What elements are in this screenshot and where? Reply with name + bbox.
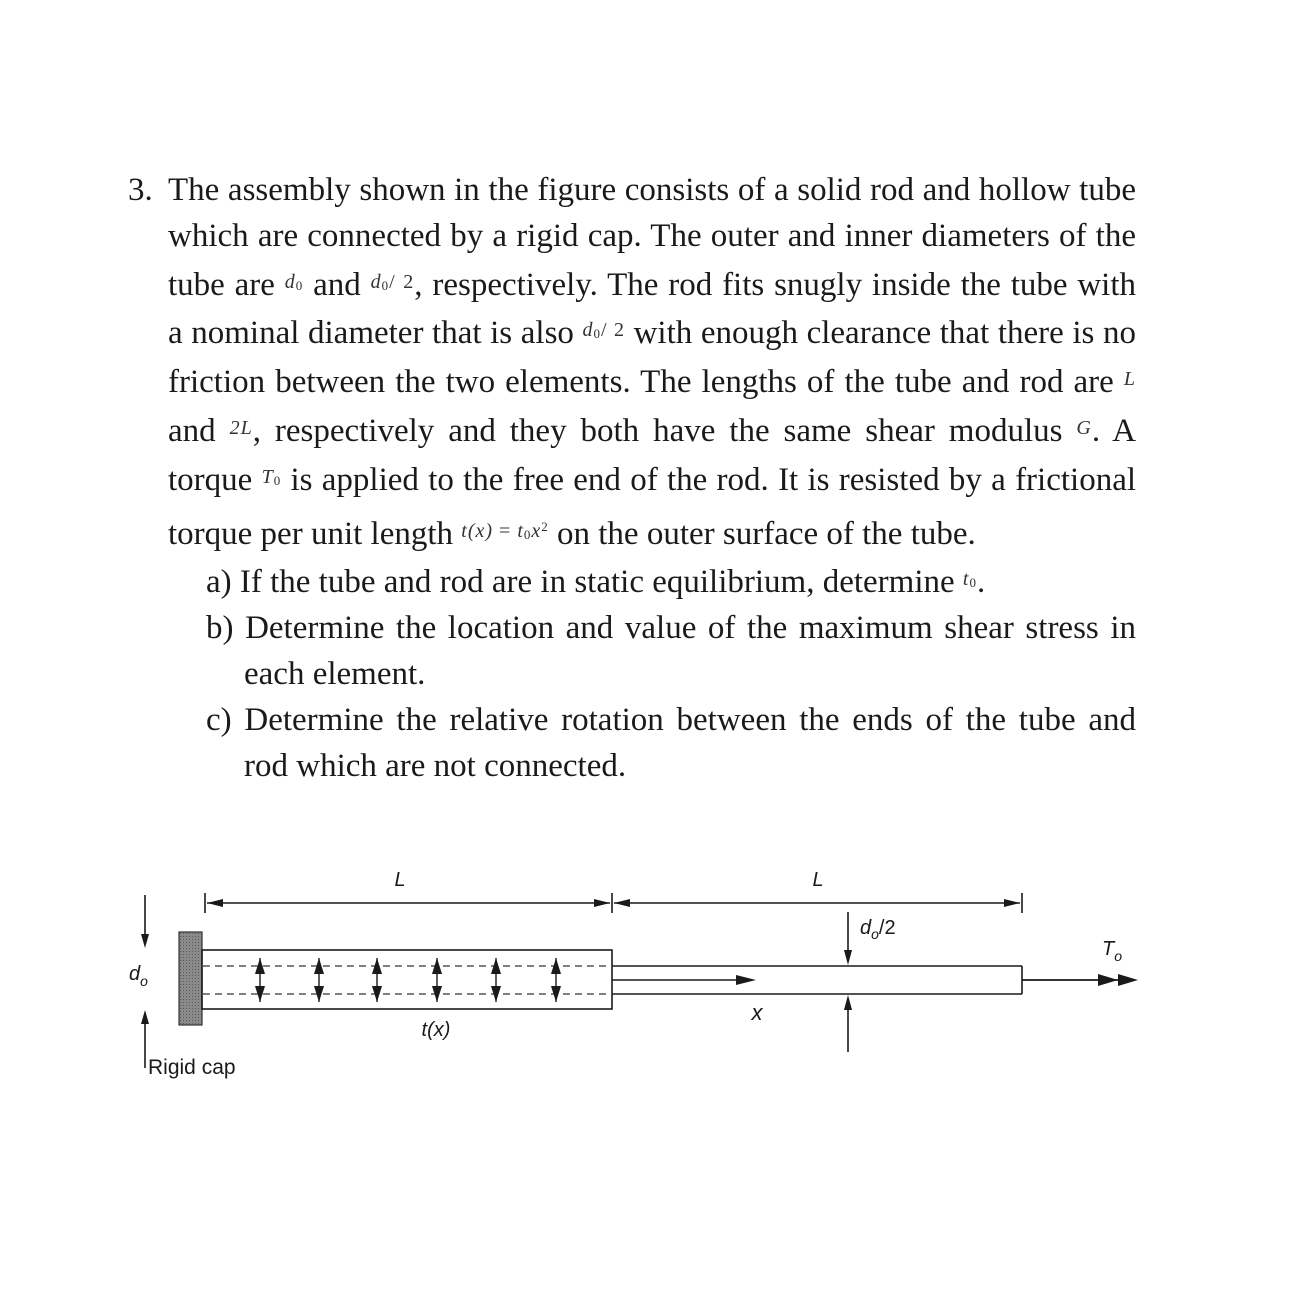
outer-diameter-symbol: d0	[284, 270, 304, 293]
rod-diameter-symbol: d0/ 2	[582, 319, 625, 342]
part-b: b) Determine the location and value of the maximum shear stress in each element.	[206, 610, 1137, 692]
problem-statement: 3. The assembly shown in the figure consists of a solid rod and hollow tube which are connected by a rigid cap. The outer and inner diameters of the tube are $^{d_0}$ and $^{d_0/ 2}$, respectively. The rod fits snugly inside the tube with a nominal diameter that is also $^{d_0/ 2}$ with enough clearance that there is no friction between the two elements. The lengths of the tube and rod are $^L$ and $^{2L}$, respectively and they both have the same shear modulus $^G$. A torque $^{T_0}$ is applied to the free end of the rod. It is resisted by a frictional torque per unit length $^{t(x) = t_0x^2}$ on the outer surface of the tube.	[128, 168, 1136, 557]
shear-modulus-symbol: G	[1076, 416, 1092, 439]
torque-symbol: T0	[261, 465, 282, 488]
rigid-cap	[179, 932, 202, 1025]
problem-number: 3.	[128, 172, 153, 208]
position-x-label: x	[751, 1000, 763, 1025]
inner-diameter-symbol: d0/ 2	[370, 270, 415, 293]
applied-torque-arrow	[1022, 974, 1138, 986]
hollow-tube	[202, 950, 612, 1009]
rod-length-symbol: 2L	[229, 416, 253, 439]
inner-diameter-indicator	[844, 912, 852, 1052]
tube-length-label: L	[394, 869, 406, 891]
friction-torque-equation: t(x) = t0x2	[461, 518, 549, 542]
distributed-torque-label: t(x)	[421, 1019, 451, 1041]
part-a: a) If the tube and rod are in static equilibrium, determine $^{t_0}$.	[206, 564, 986, 601]
length-dimension-lines	[205, 893, 1022, 913]
rod-length-label: L	[812, 869, 824, 891]
inner-diameter-label: $d_o/2$	[860, 917, 896, 942]
tube-inner-bore	[203, 966, 612, 994]
rigid-cap-label: Rigid cap	[148, 1056, 236, 1079]
applied-torque-label: $T_o$	[1102, 938, 1123, 964]
part-c: c) Determine the relative rotation between the ends of the tube and rod which are not connected.	[206, 701, 1136, 784]
t0-symbol: t0	[962, 568, 977, 591]
position-x-arrow	[612, 975, 756, 985]
outer-diameter-label: $d_o$	[129, 963, 148, 989]
tube-length-symbol: L	[1123, 368, 1137, 391]
distributed-torque-arrows	[255, 958, 561, 1002]
